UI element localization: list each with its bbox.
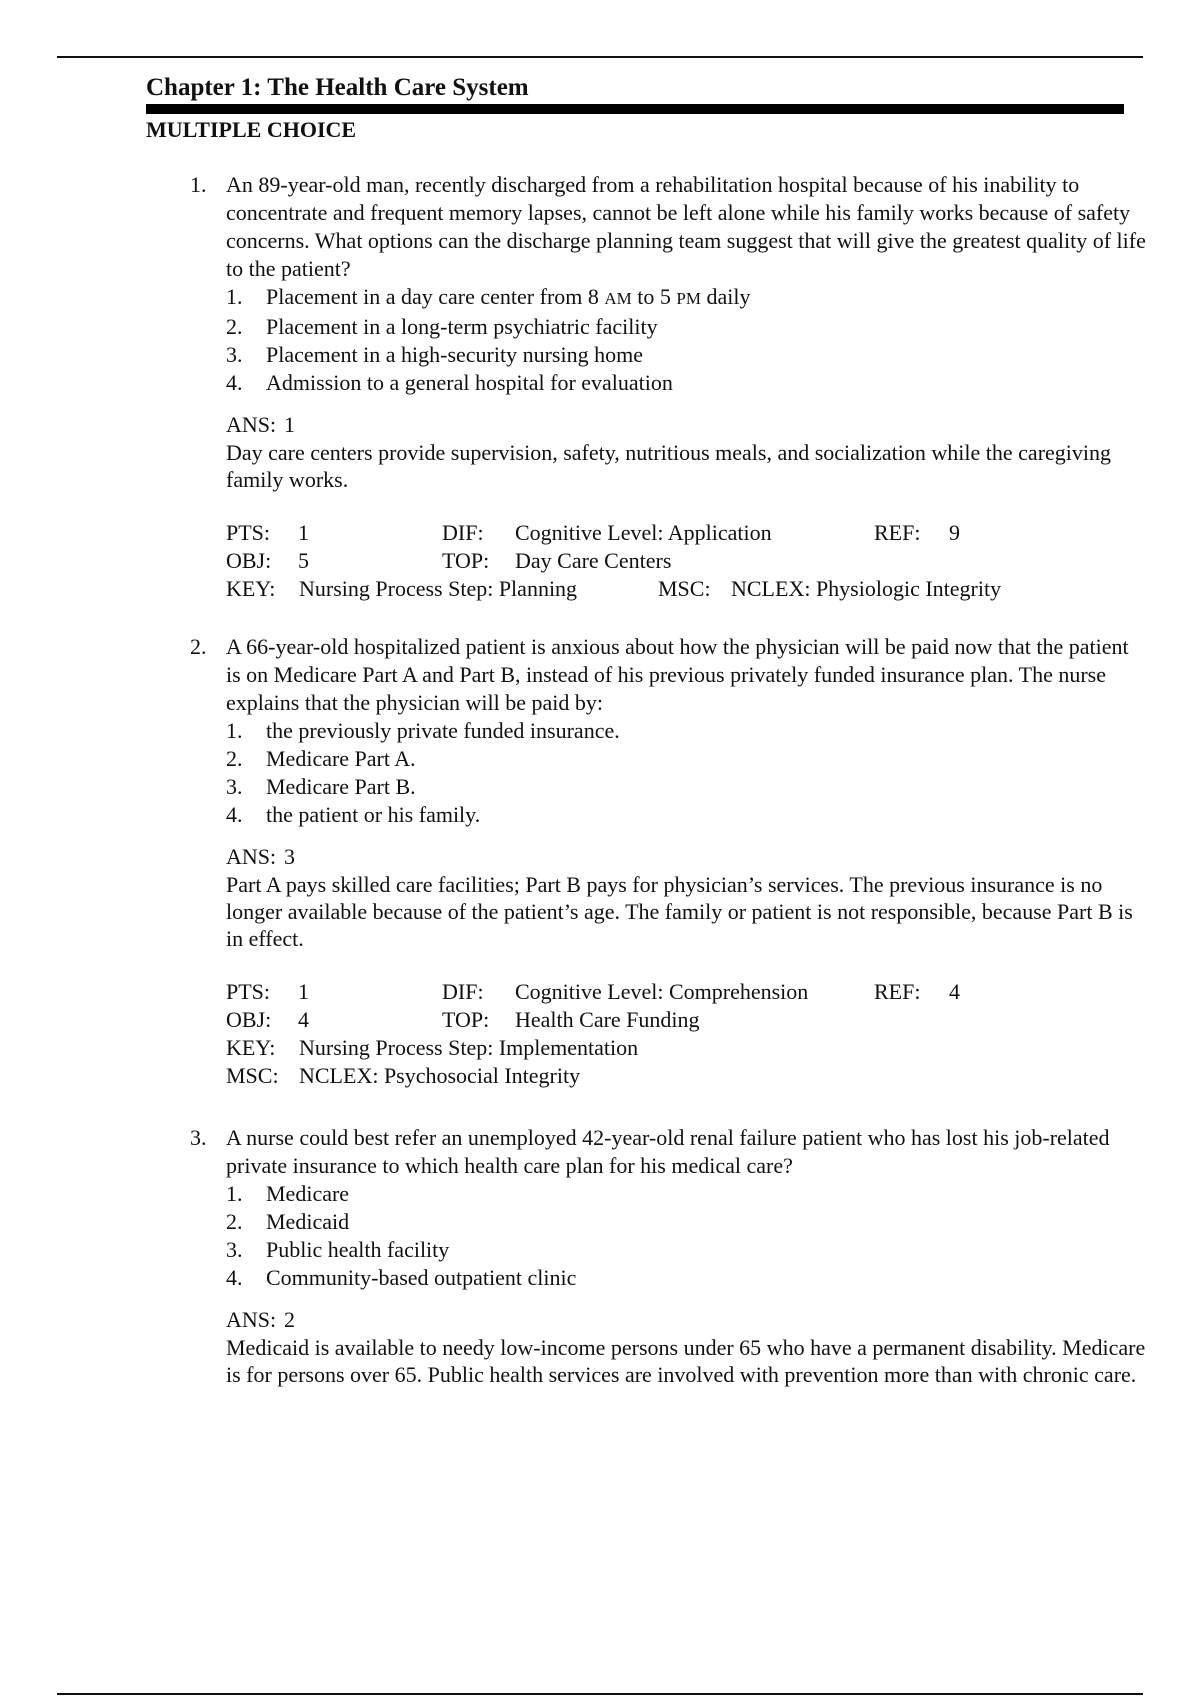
answer-line	[226, 1306, 1146, 1334]
meta-row-2	[226, 1006, 1146, 1034]
answer-line	[226, 411, 1146, 439]
msc-value: NCLEX: Physiologic Integrity	[731, 576, 1002, 601]
option-text: Placement in a high-security nursing home	[266, 342, 643, 367]
metadata-block	[226, 519, 1146, 603]
question-body	[226, 1124, 1146, 1388]
obj-label: OBJ:	[226, 548, 272, 573]
obj-value: 5	[298, 548, 309, 573]
question-stem: A 66-year-old hospitalized patient is anxious about how the physician will be paid now that the patient is on Medicare Part A and Part B, instead of his previous privately funded insurance plan. The nurse explains that the physician will be paid by:	[226, 634, 1129, 715]
answer-line	[226, 843, 1146, 871]
option-text: Medicare Part A.	[266, 746, 416, 771]
question-1	[146, 171, 1146, 603]
rationale: Day care centers provide supervision, safety, nutritious meals, and socialization while the caregiving family works.	[226, 440, 1112, 492]
option-text: Medicaid	[266, 1209, 350, 1234]
option-text: the patient or his family.	[266, 802, 481, 827]
question-number: 3.	[190, 1125, 207, 1150]
top-label: TOP:	[442, 1007, 490, 1032]
obj-label: OBJ:	[226, 1007, 272, 1032]
rationale: Part A pays skilled care facilities; Part B pays for physician’s services. The previous insurance is no longer available because of the patient’s age. The family or patient is not responsible, because Part B is in effect.	[226, 872, 1133, 951]
option-list	[226, 717, 1146, 829]
meta-row-2	[226, 547, 1146, 575]
bottom-rule	[57, 1693, 1143, 1695]
option-text: Public health facility	[266, 1237, 450, 1262]
question-number: 1.	[190, 172, 207, 197]
top-rule	[57, 56, 1143, 58]
option-text: Admission to a general hospital for evaluation	[266, 370, 673, 395]
meta-row-4	[226, 1062, 1146, 1090]
chapter-title: Chapter 1: The Health Care System	[146, 74, 529, 101]
option-number: 4.	[226, 1265, 243, 1290]
ref-label: REF:	[874, 979, 921, 1004]
option-number: 1.	[226, 718, 243, 743]
am-abbrev: AM	[604, 289, 632, 308]
option-text: Community-based outpatient clinic	[266, 1265, 577, 1290]
option-number: 2.	[226, 746, 243, 771]
ref-label: REF:	[874, 520, 921, 545]
option-3	[226, 1236, 1146, 1264]
option-list	[226, 1180, 1146, 1292]
answer-label: ANS:	[226, 1307, 277, 1332]
option-number: 4.	[226, 370, 243, 395]
question-stem: An 89-year-old man, recently discharged from a rehabilitation hospital because of his inability to concentrate and frequent memory lapses, cannot be left alone while his family works because of safety concerns. What options can the discharge planning team suggest that will give the greatest quality of life to the patient?	[226, 172, 1146, 281]
option-number: 1.	[226, 1181, 243, 1206]
option-2	[226, 313, 1146, 341]
option-number: 2.	[226, 1209, 243, 1234]
option-number: 2.	[226, 314, 243, 339]
option-text: Placement in a long-term psychiatric facility	[266, 314, 658, 339]
obj-value: 4	[298, 1007, 309, 1032]
option-text-part: Placement in a day care center from 8	[266, 284, 605, 309]
option-number: 3.	[226, 774, 243, 799]
msc-label: MSC:	[658, 576, 711, 601]
answer-value: 1	[284, 412, 295, 437]
meta-row-1	[226, 978, 1146, 1006]
dif-label: DIF:	[442, 520, 484, 545]
meta-row-3	[226, 575, 1146, 603]
msc-value: NCLEX: Psychosocial Integrity	[299, 1063, 581, 1088]
answer-value: 3	[284, 844, 295, 869]
metadata-block	[226, 978, 1146, 1090]
option-text: Medicare	[266, 1181, 350, 1206]
key-label: KEY:	[226, 1035, 276, 1060]
pm-abbrev: PM	[676, 289, 701, 308]
option-text: Medicare Part B.	[266, 774, 416, 799]
option-4	[226, 369, 1146, 397]
option-list	[226, 283, 1146, 397]
answer-value: 2	[284, 1307, 295, 1332]
top-value: Health Care Funding	[515, 1007, 700, 1032]
key-label: KEY:	[226, 576, 276, 601]
option-text-part: to 5	[631, 284, 677, 309]
option-2	[226, 745, 1146, 773]
answer-label: ANS:	[226, 844, 277, 869]
dif-value: Cognitive Level: Comprehension	[515, 979, 809, 1004]
question-2	[146, 633, 1146, 1090]
meta-row-1	[226, 519, 1146, 547]
dif-label: DIF:	[442, 979, 484, 1004]
option-number: 4.	[226, 802, 243, 827]
option-number: 3.	[226, 1237, 243, 1262]
option-2	[226, 1208, 1146, 1236]
rationale: Medicaid is available to needy low-income persons under 65 who have a permanent disability. Medicare is for persons over 65. Public health services are involved with prevention more than with chronic care.	[226, 1335, 1146, 1387]
option-number: 1.	[226, 284, 243, 309]
dif-value: Cognitive Level: Application	[515, 520, 772, 545]
option-4	[226, 801, 1146, 829]
question-number: 2.	[190, 634, 207, 659]
question-3	[146, 1124, 1146, 1388]
ref-value: 9	[949, 520, 960, 545]
option-3	[226, 341, 1146, 369]
pts-label: PTS:	[226, 520, 271, 545]
option-4	[226, 1264, 1146, 1292]
question-body	[226, 633, 1146, 1090]
key-value: Nursing Process Step: Implementation	[299, 1035, 639, 1060]
top-label: TOP:	[442, 548, 490, 573]
option-1	[226, 283, 1146, 313]
section-title: MULTIPLE CHOICE	[146, 117, 357, 142]
question-stem: A nurse could best refer an unemployed 42-year-old renal failure patient who has lost his job-related private insurance to which health care plan for his medical care?	[226, 1125, 1110, 1178]
key-value: Nursing Process Step: Planning	[299, 576, 578, 601]
pts-label: PTS:	[226, 979, 271, 1004]
option-3	[226, 773, 1146, 801]
option-number: 3.	[226, 342, 243, 367]
ref-value: 4	[949, 979, 960, 1004]
pts-value: 1	[298, 979, 309, 1004]
option-text-part: daily	[701, 284, 751, 309]
question-body	[226, 171, 1146, 603]
answer-label: ANS:	[226, 412, 277, 437]
option-text: the previously private funded insurance.	[266, 718, 620, 743]
pts-value: 1	[298, 520, 309, 545]
option-1	[226, 1180, 1146, 1208]
msc-label: MSC:	[226, 1063, 279, 1088]
option-1	[226, 717, 1146, 745]
title-underline	[146, 104, 1124, 114]
meta-row-3	[226, 1034, 1146, 1062]
top-value: Day Care Centers	[515, 548, 672, 573]
